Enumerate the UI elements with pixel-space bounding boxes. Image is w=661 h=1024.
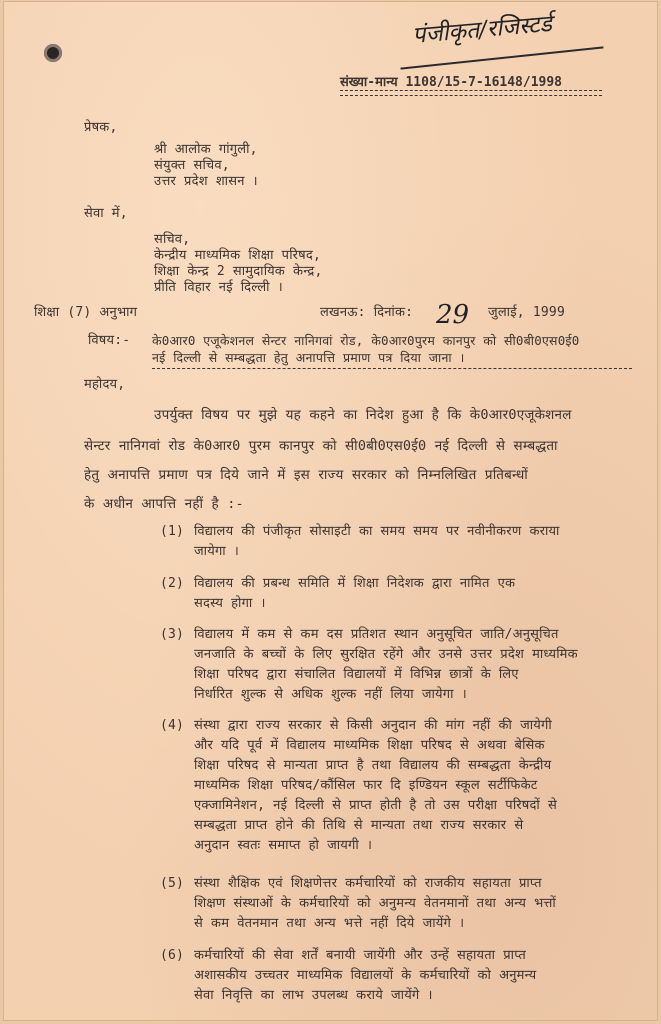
place-date-label: लखनऊ: दिनांक: [320,305,414,320]
condition-number: (3) [160,627,185,642]
stamp-underline [400,46,603,69]
intro-line: के अधीन आपत्ति नहीं है :- [84,496,244,512]
recipient-line: सचिव, [154,232,191,247]
condition-line: अशासकीय उच्चतर माध्यमिक विद्यालयों के कर्मचारियों को अनुमन्य [194,968,537,983]
condition-line: निर्धारित शुल्क से अधिक शुल्क नहीं लिया जायेगा । [194,687,467,702]
subject-label: विषय:- [88,333,131,348]
condition-line: से कम वेतनमान तथा अन्य भत्ते नहीं दिये जायेंगे । [194,916,465,931]
date-month-year: जुलाई, 1999 [488,305,565,320]
handwritten-date: 29 [436,300,470,330]
sender-line: उत्तर प्रदेश शासन । [154,174,258,189]
condition-line: शिक्षण संस्थाओं के कर्मचारियों को अनुमन्य वेतनमानों तथा अन्य भत्तों [194,896,556,911]
condition-line: सदस्य होगा । [194,596,266,611]
condition-line: एक्जामिनेशन, नई दिल्ली से प्राप्त होती है तो उस परीक्षा परिषदों से [194,798,557,813]
punch-hole [44,44,62,62]
recipient-line: प्रीति विहार नई दिल्ली । [154,280,283,295]
condition-line: अनुदान स्वतः समाप्त हो जायगी । [194,838,373,853]
condition-line: शिक्षा परिषद द्वारा संचालित विद्यालयों में विभिन्न छात्रों के लिए [194,667,519,682]
sender-line: श्री आलोक गांगुली, [154,142,258,157]
condition-line: विद्यालय की पंजीकृत सोसाइटी का समय समय पर नवीनीकरण कराया [194,524,560,539]
condition-line: सेवा निवृत्ति का लाभ उपलब्ध कराये जायेंगे । [194,988,433,1003]
condition-line: शिक्षा परिषद से मान्यता प्राप्त है तथा विद्यालय की सम्बद्धता केन्द्रीय [194,758,552,773]
registered-stamp: पंजीकृत/रजिस्टर्ड [411,10,553,50]
condition-line: संस्था शैक्षिक एवं शिक्षणेत्तर कर्मचारियों को राजकीय सहायता प्राप्त [194,876,542,891]
to-label: सेवा में, [84,206,128,221]
condition-line: विद्यालय में कम से कम दस प्रतिशत स्थान अनुसूचित जाति/अनुसूचित [194,627,559,642]
condition-number: (6) [160,948,185,963]
section-label: शिक्षा (7) अनुभाग [34,305,138,320]
subject-underline [152,368,632,370]
condition-line: जायेगा । [194,544,239,559]
condition-number: (1) [160,524,185,539]
condition-line: सम्बद्धता प्राप्त होने की तिथि से मान्यता तथा राज्य सरकार से [194,818,524,833]
condition-line: जनजाति के बच्चों के लिए सुरक्षित रहेंगे और उनसे उत्तर प्रदेश माध्यमिक [194,647,578,662]
condition-line: कर्मचारियों की सेवा शर्तें बनायी जायेंगी और उन्हें सहायता प्राप्त [194,948,527,963]
condition-line: और यदि पूर्व में विद्यालय माध्यमिक शिक्षा परिषद से अथवा बेसिक [194,738,545,753]
intro-line: उपर्युक्त विषय पर मुझे यह कहने का निदेश हुआ है कि के0आर0एजूकेशनल [154,407,572,423]
intro-line: सेन्टर नानिगवां रोड के0आर0 पुरम कानपुर को सी0बी0एस0ई0 नई दिल्ली से सम्बद्धता [84,438,558,454]
condition-number: (2) [160,576,185,591]
sender-line: संयुक्त सचिव, [154,158,230,173]
subject-line: नई दिल्ली से सम्बद्धता हेतु अनापत्ति प्रमाण पत्र दिया जाना । [152,350,465,365]
subject-line: के0आर0 एजूकेशनल सेन्टर नानिगवां रोड, के0आर0पुरम कानपुर को सी0बी0एस0ई0 [152,333,580,348]
reference-underline [340,90,602,96]
intro-line: हेतु अनापत्ति प्रमाण पत्र दिये जाने में इस राज्य सरकार को निम्नलिखित प्रतिबन्धों [84,467,528,483]
condition-line: विद्यालय की प्रबन्ध समिति में शिक्षा निदेशक द्वारा नामित एक [194,576,516,591]
from-label: प्रेषक, [84,120,118,135]
condition-number: (4) [160,718,185,733]
recipient-line: केन्द्रीय माध्यमिक शिक्षा परिषद, [154,248,321,263]
letter-page [4,2,657,1020]
salutation: महोदय, [84,377,126,392]
condition-number: (5) [160,876,185,891]
recipient-line: शिक्षा केन्द्र 2 सामुदायिक केन्द्र, [154,264,323,279]
reference-number: संख्या-मान्य 1108/15-7-16148/1998 [340,75,563,90]
condition-line: माध्यमिक शिक्षा परिषद/कौंसिल फार दि इण्डियन स्कूल सर्टीफिकेट [194,778,538,793]
condition-line: संस्था द्वारा राज्य सरकार से किसी अनुदान की मांग नहीं की जायेगी [194,718,552,733]
